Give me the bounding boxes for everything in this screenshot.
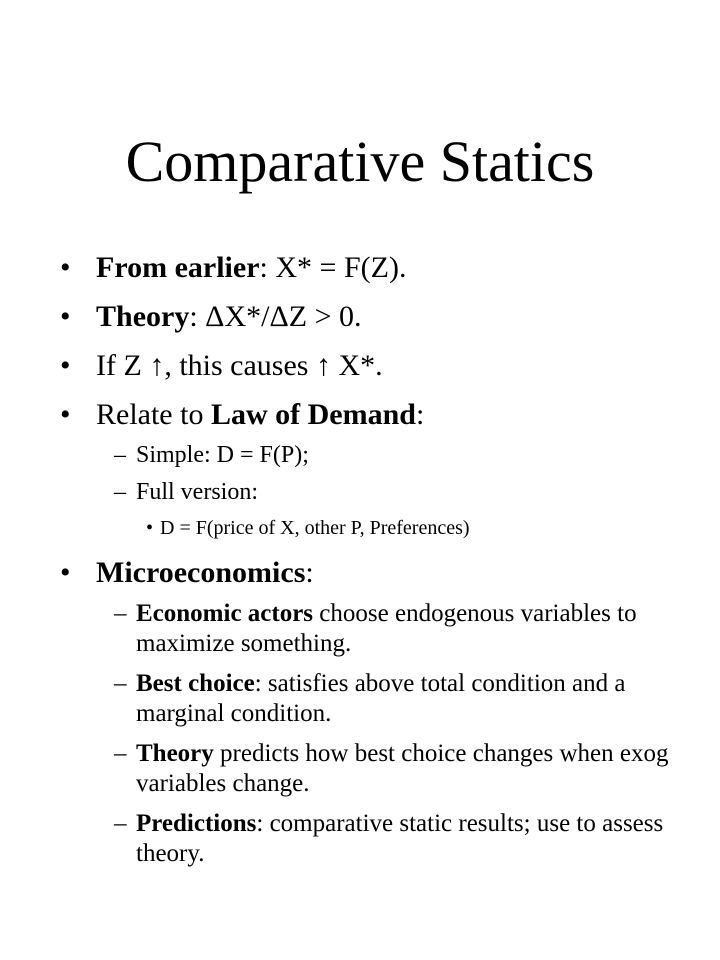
sub-item-predictions-text: : comparative static results; use to assess theory. xyxy=(136,810,664,867)
sub-item-simple-text: Simple: D = F(P); xyxy=(136,442,309,468)
bullet-microeconomics xyxy=(60,555,710,591)
slide-title: Comparative Statics xyxy=(125,129,595,194)
dash-glyph: – xyxy=(114,442,126,468)
bullet-glyph: • xyxy=(60,300,71,333)
sub-item-full-version-text: Full version: xyxy=(136,479,259,505)
sub-item-simple xyxy=(60,441,710,470)
sub-item-economic-actors-text: choose endogenous variables to maximize something. xyxy=(136,600,637,657)
up-arrow-icon: ↑ xyxy=(315,349,331,382)
bullet-law-pre: Relate to xyxy=(96,398,211,431)
sub-item-best-choice-text: : satisfies above total condition and a marginal condition. xyxy=(136,670,626,727)
bullet-if-z xyxy=(60,348,710,384)
bullet-glyph: • xyxy=(146,517,154,539)
dash-glyph: – xyxy=(114,670,127,697)
sub-item-best-choice xyxy=(60,669,710,729)
bullet-glyph: • xyxy=(60,556,71,589)
dash-glyph: – xyxy=(114,810,127,837)
bullet-law-label: Law of Demand xyxy=(210,398,416,431)
sub-item-theory-label: Theory xyxy=(136,740,214,767)
bullet-if-z-mid: , this causes xyxy=(164,349,316,382)
bullet-from-earlier xyxy=(60,250,710,286)
sub-item-economic-actors-label: Economic actors xyxy=(136,600,314,627)
sub-sub-item-demand-function xyxy=(60,515,710,541)
sub-sub-item-demand-function-text: D = F(price of X, other P, Preferences) xyxy=(160,517,470,539)
bullet-from-earlier-text: : X* = F(Z). xyxy=(259,251,407,284)
sub-item-economic-actors xyxy=(60,599,710,659)
bullet-theory xyxy=(60,299,710,335)
sub-item-full-version xyxy=(60,478,710,507)
bullet-law-of-demand xyxy=(60,397,710,433)
up-arrow-icon: ↑ xyxy=(149,349,165,382)
bullet-list xyxy=(60,250,710,879)
dash-glyph: – xyxy=(114,740,127,767)
sub-item-predictions-label: Predictions xyxy=(136,810,257,837)
sub-item-best-choice-label: Best choice xyxy=(136,670,255,697)
bullet-microeconomics-text: : xyxy=(305,556,314,589)
bullet-microeconomics-label: Microeconomics xyxy=(96,556,306,589)
sub-item-theory-text: predicts how best choice changes when exog variables change. xyxy=(136,740,669,797)
bullet-glyph: • xyxy=(60,349,71,382)
sub-item-theory xyxy=(60,739,710,799)
bullet-from-earlier-label: From earlier xyxy=(96,251,260,284)
dash-glyph: – xyxy=(114,479,126,505)
bullet-theory-label: Theory xyxy=(96,300,190,333)
bullet-law-post: : xyxy=(415,398,425,431)
bullet-glyph: • xyxy=(60,398,71,431)
bullet-if-z-pre: If Z xyxy=(96,349,150,382)
sub-item-predictions xyxy=(60,809,710,869)
bullet-glyph: • xyxy=(60,251,71,284)
bullet-theory-text: : ΔX*/ΔZ > 0. xyxy=(189,300,362,333)
bullet-if-z-post: X*. xyxy=(330,349,383,382)
dash-glyph: – xyxy=(114,600,127,627)
